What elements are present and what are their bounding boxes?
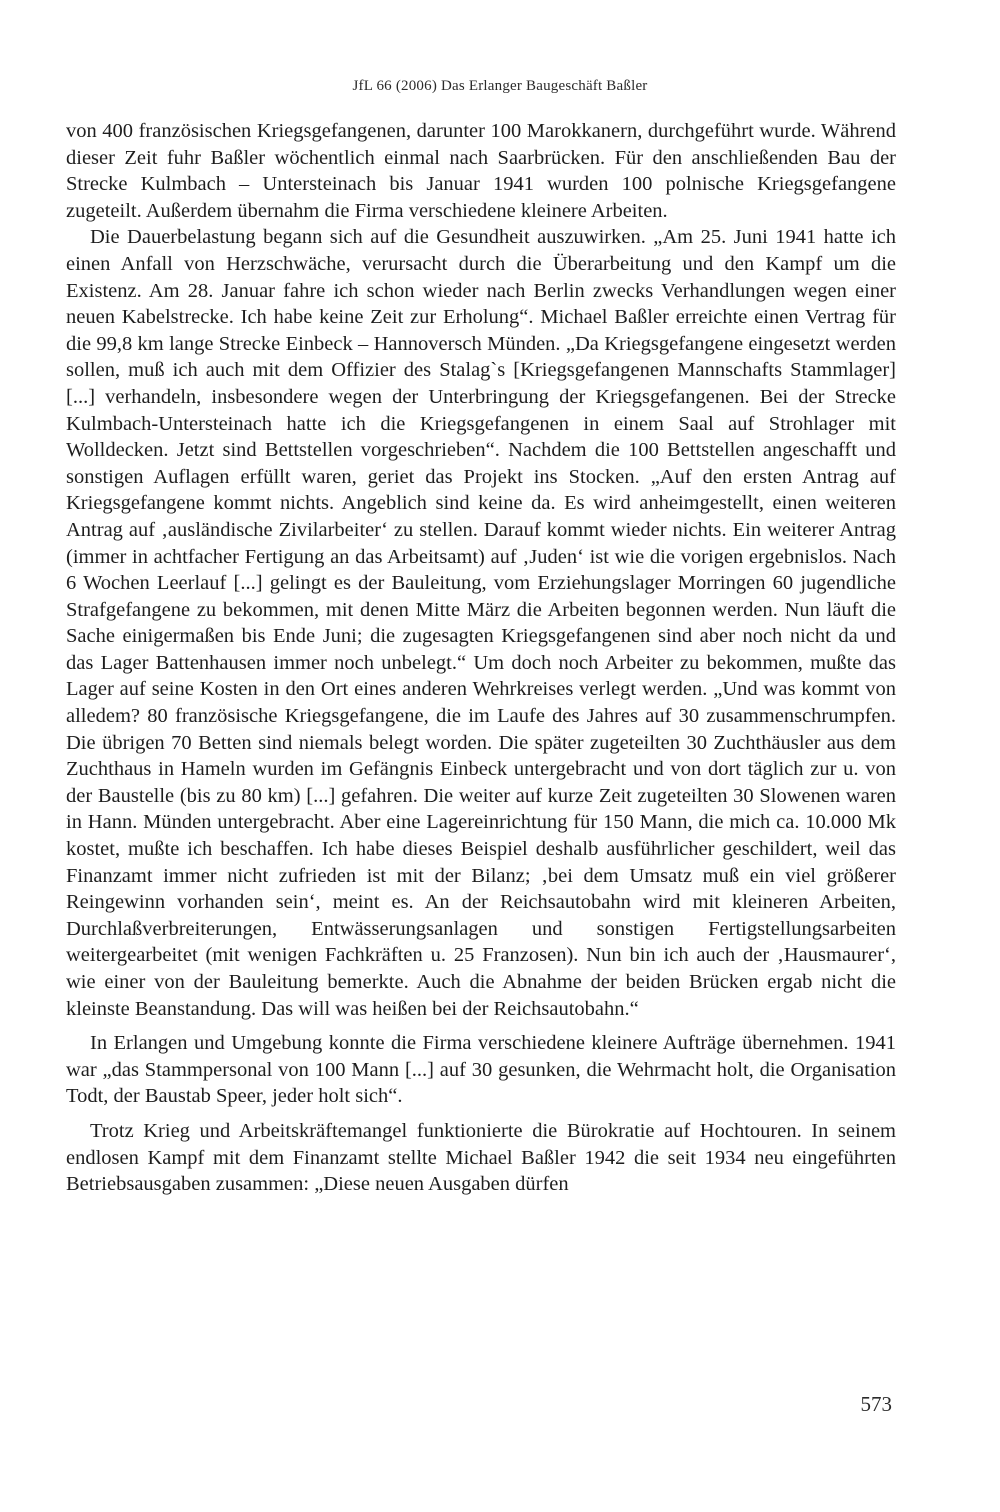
paragraph-continuation: von 400 französischen Kriegsgefangenen, darunter 100 Marokkanern, durchgeführt wurde. Während dieser Zeit fuhr Baßler wöchentlich einmal nach Saarbrücken. Für den anschließenden Bau der Strecke Kulmbach – Untersteinach bis Januar 1941 wurden 100 polnische Kriegsgefangene zugeteilt. Außerdem übernahm die Firma verschiedene kleinere Arbeiten. (66, 120, 896, 222)
paragraph: Die Dauerbelastung begann sich auf die Gesundheit auszuwirken. „Am 25. Juni 1941 hatte ich einen Anfall von Herzschwäche, verursacht durch die Überarbeitung und den Kampf um die Existenz. Am 28. Januar fahre ich schon wieder nach Berlin zwecks Verhandlungen wegen einer neuen Kabelstrecke. Ich habe keine Zeit zur Erholung“. Michael Baßler erreichte einen Vertrag für die 99,8 km lange Strecke Einbeck – Hannoversch Münden. „Da Kriegsgefangene eingesetzt werden sollen, muß ich auch mit dem Offizier des Stalag`s [Kriegsgefangenen Mannschafts Stammlager] [...] verhandeln, insbesondere wegen der Unterbringung der Kriegsgefangenen. Bei der Strecke Kulmbach-Untersteinach hatte ich die Kriegsgefangenen in einem Saal auf Strohlager mit Wolldecken. Jetzt sind Bettstellen vorgeschrieben“. Nachdem die 100 Bettstellen angeschafft und sonstigen Auflagen erfüllt waren, geriet das Projekt ins Stocken. „Auf den ersten Antrag auf Kriegsgefangene kommt nichts. Angeblich sind keine da. Es wird anheimgestellt, einen weiteren Antrag auf ‚ausländische Zivilarbeiter‘ zu stellen. Darauf kommt wieder nichts. Ein weiterer Antrag (immer in achtfacher Fertigung an das Arbeitsamt) auf ‚Juden‘ ist wie die vorigen ergebnislos. Nach 6 Wochen Leerlauf [...] gelingt es der Bauleitung, vom Erziehungslager Morringen 60 jugendliche Strafgefangene zu bekommen, mit denen Mitte März die Arbeiten begonnen werden. Nun läuft die Sache einigermaßen bis Ende Juni; die zugesagten Kriegsgefangenen sind aber noch nicht da und das Lager Battenhausen immer noch unbelegt.“ Um doch noch Arbeiter zu bekommen, mußte das Lager auf seine Kosten in den Ort eines anderen Wehrkreises verlegt werden. „Und was kommt von alledem? 80 französische Kriegsgefangene, die im Laufe des Jahres auf 30 zusammenschrumpfen. Die übrigen 70 Betten sind niemals belegt worden. Die später zugeteilten 30 Zuchthäusler aus dem Zuchthaus in Hameln wurden im Gefängnis Einbeck untergebracht und von dort täglich zur u. von der Baustelle (bis zu 80 km) [...] gefahren. Die weiter auf kurze Zeit zugeteilten 30 Slowenen waren in Hann. Münden untergebracht. Aber eine Lagereinrichtung für 150 Mann, die mich ca. 10.000 Mk kostet, mußte ich beschaffen. Ich habe dieses Beispiel deshalb ausführlicher geschildert, weil das Finanzamt immer nicht zufrieden ist mit der Bilanz; ‚bei dem Umsatz muß ein viel größerer Reingewinn vorhanden sein‘, meint es. An der Reichsautobahn wird mit kleineren Arbeiten, Durchlaßverbreiterungen, Entwässerungsanlagen und sonstigen Fertigstellungsarbeiten weitergearbeitet (mit wenigen Fachkräften u. 25 Franzosen). Nun bin ich auch der ‚Hausmaurer‘, wie einer von der Bauleitung bemerkte. Auch die Abnahme der beiden Brücken ergab nicht die kleinste Beanstandung. Das will was heißen bei der Reichsautobahn.“ (66, 226, 896, 1020)
running-head: JfL 66 (2006) Das Erlanger Baugeschäft Baßler (352, 78, 648, 94)
body-text (66, 118, 896, 1198)
page-number: 573 (860, 1392, 892, 1416)
paragraph: In Erlangen und Umgebung konnte die Firma verschiedene kleinere Aufträge übernehmen. 1941 war „das Stammpersonal von 100 Mann [...] auf 30 gesunken, die Wehrmacht holt, die Organisation Todt, der Baustab Speer, jeder holt sich“. (66, 1032, 896, 1108)
paragraph: Trotz Krieg und Arbeitskräftemangel funktionierte die Bürokratie auf Hochtouren. In seinem endlosen Kampf mit dem Finanzamt stellte Michael Baßler 1942 die seit 1934 neu eingeführten Betriebsausgaben zusammen: „Diese neuen Ausgaben dürfen (66, 1119, 896, 1196)
